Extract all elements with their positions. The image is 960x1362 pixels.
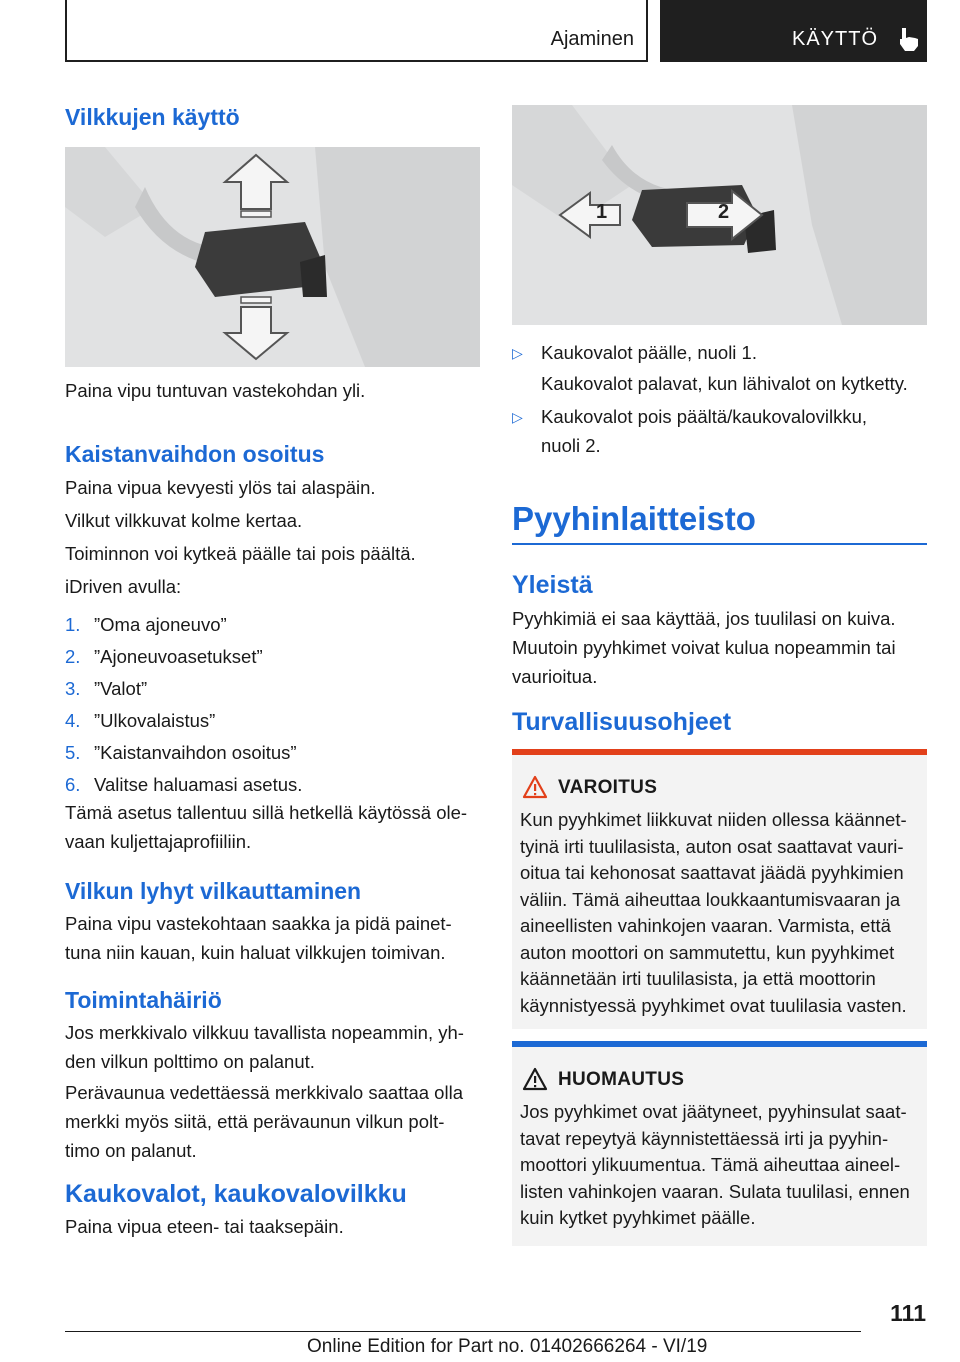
pointing-hand-icon — [896, 26, 922, 52]
bullet-text: Kaukovalot pois päältä/kaukovalovilkku, — [541, 406, 867, 427]
text-line: merkki myös siitä, että perävaunun vilkun polt- — [65, 1111, 445, 1132]
text-line: Muutoin pyyhkimet voivat kulua nopeammin tai — [512, 637, 896, 658]
warning-text — [520, 807, 924, 1019]
header-section-tab — [65, 0, 648, 62]
text-line: Jos pyyhkimet ovat jäätyneet, pyyhinsulat saat- — [520, 1101, 907, 1122]
turn-signal-title: Vilkkujen käyttö — [65, 104, 240, 130]
high-beam-title: Kaukovalot, kaukovalovilkku — [65, 1180, 407, 1208]
paragraph: Toiminnon voi kytkeä päälle tai pois päältä. — [65, 543, 416, 564]
short-flash-text — [65, 909, 480, 967]
header-chapter-tab — [660, 0, 927, 62]
text-line: tyinä irti tuulilasista, auton osat saattavat vauri- — [520, 835, 904, 857]
warning-triangle-icon — [522, 775, 548, 799]
bullet-text: Kaukovalot päälle, nuoli 1. — [541, 342, 757, 363]
turn-signal-lever-image — [65, 147, 480, 367]
text-line: moottori ylikuumentua. Tämä aiheuttaa aineel- — [520, 1154, 901, 1175]
arrow-1-label: 1 — [596, 201, 608, 223]
malfunction-text-2 — [65, 1078, 480, 1165]
triangle-bullet-icon: ▷ — [512, 345, 523, 361]
short-flash-title: Vilkun lyhyt vilkauttaminen — [65, 878, 362, 904]
text-line: oitua tai kehonosat saattavat jäädä pyyhkimien — [520, 862, 904, 883]
header-section-label: Ajaminen — [550, 28, 634, 50]
notice-box — [512, 1041, 927, 1246]
list-item — [512, 338, 927, 367]
step-number: 2. — [65, 646, 81, 667]
text-line: vaurioitua. — [512, 666, 598, 687]
step-text: ”Ajoneuvoasetukset” — [94, 646, 263, 667]
step-number: 5. — [65, 742, 81, 763]
text-line: väliin. Tämä aiheuttaa loukkaantumisvaaran ja — [520, 888, 901, 910]
step-text: ”Valot” — [94, 678, 148, 699]
turn-signal-text: Paina vipu tuntuvan vastekohdan yli. — [65, 380, 366, 401]
notice-triangle-icon — [522, 1067, 548, 1091]
wiper-system-title: Pyyhinlaitteisto — [512, 500, 756, 537]
malfunction-text-1 — [65, 1018, 480, 1076]
text-line: Jos merkkivalo vilkkuu tavallista nopeammin, yh- — [65, 1022, 464, 1043]
paragraph: Paina vipua kevyesti ylös tai alaspäin. — [65, 477, 376, 498]
warning-title: VAROITUS — [558, 777, 658, 798]
step-number: 3. — [65, 678, 81, 699]
text-line: kuin kytket pyyhkimet päälle. — [520, 1207, 756, 1228]
paragraph: Vilkut vilkkuvat kolme kertaa. — [65, 510, 303, 531]
list-item-sub — [512, 369, 927, 400]
lane-change-paragraphs — [65, 473, 480, 601]
arrow-2-label: 2 — [718, 201, 730, 223]
general-title: Yleistä — [512, 571, 593, 599]
malfunction-title: Toimintahäiriö — [65, 987, 222, 1013]
text-line: Pyyhkimiä ei saa käyttää, jos tuulilasi on kuiva. — [512, 608, 896, 629]
text-line: timo on palanut. — [65, 1140, 197, 1161]
step-text: Valitse haluamasi asetus. — [94, 774, 303, 795]
text-line: listen vahinkojen vaaran. Sulata tuulilasi, ennen — [520, 1180, 910, 1202]
text-line: Tämä asetus tallentuu sillä hetkellä käytössä ole- — [65, 802, 468, 823]
text-line: tavat repeytyä käynnistettäessä irti ja pyyhin- — [520, 1127, 889, 1149]
turn-signal-illustration — [65, 147, 480, 367]
warning-box — [512, 749, 927, 1029]
step-text: ”Kaistanvaihdon osoitus” — [94, 742, 297, 763]
triangle-bullet-icon: ▷ — [512, 409, 523, 425]
header-chapter-label: KÄYTTÖ — [792, 28, 879, 50]
edition-footer: Online Edition for Part no. 01402666264 - VI/19 — [307, 1336, 708, 1357]
step-number: 1. — [65, 614, 81, 635]
text-line: vaan kuljettajaprofiiliin. — [65, 831, 252, 852]
text-line: Kun pyyhkimet liikkuvat niiden ollessa käännet- — [520, 809, 907, 830]
step-number: 4. — [65, 710, 81, 731]
text-line: Paina vipu vastekohtaan saakka ja pidä painet- — [65, 913, 452, 934]
step-text: ”Oma ajoneuvo” — [94, 614, 227, 635]
text-line: den vilkun polttimo on palanut. — [65, 1051, 315, 1072]
high-beam-lever-image — [512, 105, 927, 325]
lane-change-title: Kaistanvaihdon osoitus — [65, 441, 325, 467]
page-number: 111 — [890, 1300, 926, 1326]
text-line: käännetään irti tuulilasista, ja että moottorin — [520, 968, 876, 989]
footer-rule — [65, 1331, 861, 1332]
text-line: käynnistyessä pyyhkimet ovat tuulilasia vasten. — [520, 994, 907, 1016]
paragraph: iDriven avulla: — [65, 576, 182, 597]
step-number: 6. — [65, 774, 81, 795]
text-line: Perävaunua vedettäessä merkkivalo saattaa olla — [65, 1082, 463, 1103]
notice-title: HUOMAUTUS — [558, 1069, 685, 1090]
title-underline — [512, 543, 927, 545]
notice-text — [520, 1099, 924, 1232]
text-line: tuna niin kauan, kuin haluat vilkkujen toimivan. — [65, 942, 446, 963]
profile-note — [65, 798, 480, 856]
step-text: ”Ulkovalaistus” — [94, 710, 216, 731]
high-beam-bullets — [512, 338, 927, 460]
text-line: auton moottori on sammutettu, kun pyyhkimet — [520, 941, 895, 963]
notice-bar — [512, 1041, 927, 1047]
high-beam-text: Paina vipua eteen- tai taaksepäin. — [65, 1216, 344, 1237]
settings-steps-list — [65, 610, 480, 795]
text-line: aineellisten vahinkojen vaaran. Varmista, että — [520, 915, 891, 936]
bullet-subtext: Kaukovalot palavat, kun lähivalot on kytketty. — [541, 373, 908, 394]
warning-bar — [512, 749, 927, 755]
bullet-text: nuoli 2. — [541, 435, 601, 456]
list-item — [512, 402, 927, 460]
safety-title: Turvallisuusohjeet — [512, 708, 732, 736]
general-text — [512, 604, 927, 691]
